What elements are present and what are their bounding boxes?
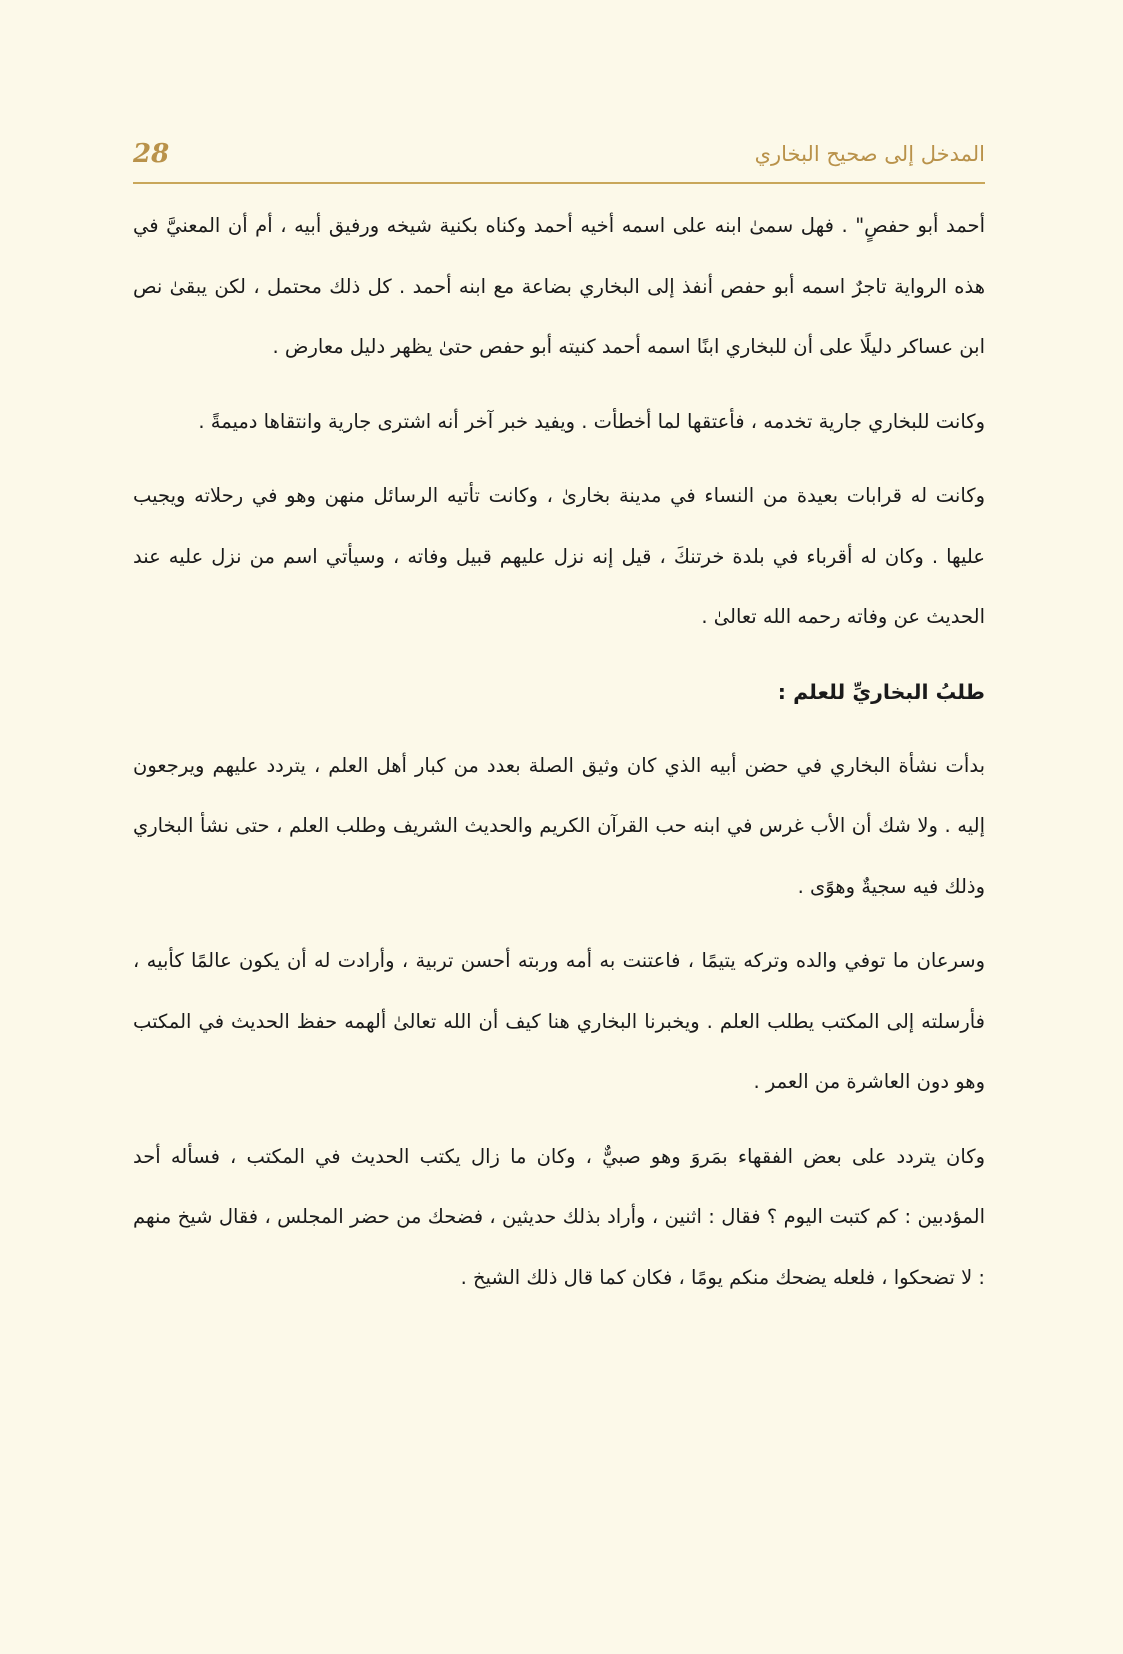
paragraph: بدأت نشأة البخاري في حضن أبيه الذي كان وثيق الصلة بعدد من كبار أهل العلم ، يتردد عليهم ويرجعون إليه . ولا شك أن الأب غرس في ابنه حب القرآن الكريم والحديث الشريف وطلب العلم ، حتى نشأ البخاري وذلك فيه سجيةٌ وهوًى . [133,753,985,898]
paragraph: وكانت للبخاري جارية تخدمه ، فأعتقها لما أخطأت . ويفيد خبر آخر أنه اشترى جارية وانتقاها دميمةً . [198,409,985,433]
paragraph: وكان يتردد على بعض الفقهاء بمَروَ وهو صبيٌّ ، وكان ما زال يكتب الحديث في المكتب ، فسأله أحد المؤدبين : كم كتبت اليوم ؟ فقال : اثنين ، وأراد بذلك حديثين ، فضحك من حضر المجلس ، فقال شيخ منهم : لا تضحكوا ، فلعله يضحك منكم يومًا ، فكان كما قال ذلك الشيخ . [133,1144,985,1289]
running-title: المدخل إلى صحيح البخاري [754,142,985,166]
page-number: 28 [133,139,170,169]
paragraph: وسرعان ما توفي والده وتركه يتيمًا ، فاعتنت به أمه وربته أحسن تربية ، وأرادت له أن يكون عالمًا كأبيه ، فأرسلته إلى المكتب يطلب العلم . ويخبرنا البخاري هنا كيف أن الله تعالىٰ ألهمه حفظ الحديث في المكتب وهو دون العاشرة من العمر . [133,949,985,1093]
section-heading: طلبُ البخاريِّ للعلم : [777,679,985,704]
page-body [133,196,985,1322]
paragraph: أحمد أبو حفصٍ" . فهل سمىٰ ابنه على اسمه أخيه أحمد وكناه بكنية شيخه ورفيق أبيه ، أم أن المعنيَّ في هذه الرواية تاجرٌ اسمه أبو حفص أنفذ إلى البخاري بضاعة مع ابنه أحمد . كل ذلك محتمل ، لكن يبقىٰ نص ابن عساكر دليلًا على أن للبخاري ابنًا اسمه أحمد كنيته أبو حفص حتىٰ يظهر دليل معارض . [133,214,985,358]
page-header [133,134,985,184]
paragraph: وكانت له قرابات بعيدة من النساء في مدينة بخارىٰ ، وكانت تأتيه الرسائل منهن وهو في رحلاته ويجيب عليها . وكان له أقرباء في بلدة خرتنكَ ، قيل إنه نزل عليهم قبيل وفاته ، وسيأتي اسم من نزل عليه عند الحديث عن وفاته رحمه الله تعالىٰ . [133,484,985,628]
